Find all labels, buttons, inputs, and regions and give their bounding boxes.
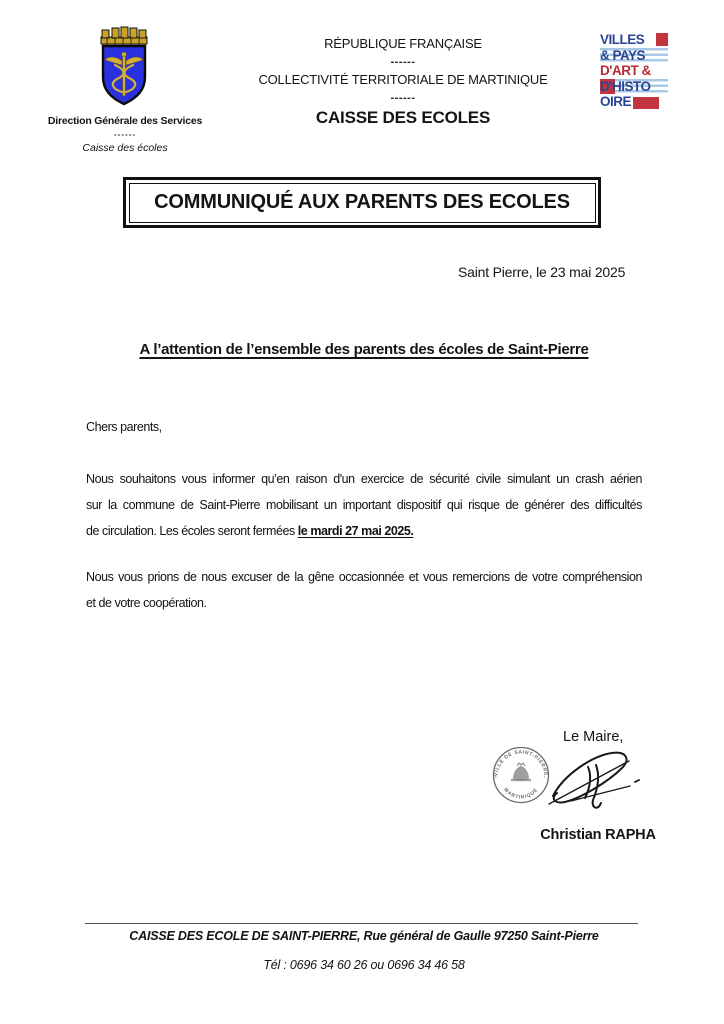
paragraph-line: et de votre coopération. bbox=[86, 596, 207, 610]
page-title: COMMUNIQUÉ AUX PARENTS DES ECOLES bbox=[129, 183, 596, 223]
stamp-bottom-text: MARTINIQUE bbox=[502, 786, 540, 801]
paragraph-line: Nous vous prions de nous excuser de la gêne occasionnée et vous remercions de votre compréhension bbox=[86, 570, 642, 584]
logo-line: VILLES bbox=[600, 32, 668, 48]
logo-line: D'ART & bbox=[600, 63, 651, 78]
stamp-top-text: VILLE DE SAINT-PIERRE bbox=[493, 749, 549, 777]
letterhead bbox=[203, 36, 603, 128]
letter-body bbox=[86, 414, 642, 616]
subject-line: A l’attention de l’ensemble des parents des écoles de Saint-Pierre bbox=[139, 341, 589, 358]
logo-line: & PAYS bbox=[600, 48, 668, 64]
coat-of-arms-icon bbox=[93, 19, 155, 107]
letterhead-collectivity: COLLECTIVITÉ TERRITORIALE DE MARTINIQUE bbox=[258, 72, 548, 87]
sender-service: Caisse des écoles bbox=[82, 142, 168, 154]
paragraph bbox=[86, 466, 642, 544]
separator-dashes: ------ bbox=[390, 56, 416, 68]
dateline: Saint Pierre, le 23 mai 2025 bbox=[458, 264, 626, 280]
heritage-label-logo bbox=[600, 32, 668, 113]
paragraph-line: sur la commune de Saint-Pierre mobilisant un important dispositif qui risque de générer des difficultés bbox=[86, 498, 642, 512]
stamp-crest-icon bbox=[511, 763, 531, 781]
footer-address: CAISSE DES ECOLE DE SAINT-PIERRE, Rue général de Gaulle 97250 Saint-Pierre bbox=[129, 929, 599, 943]
signer-title: Le Maire, bbox=[563, 729, 624, 745]
sender-block bbox=[30, 115, 220, 154]
logo-line: D'HISTO bbox=[600, 79, 668, 95]
separator-dashes: ------ bbox=[114, 130, 136, 139]
salutation: Chers parents, bbox=[86, 420, 162, 434]
svg-text:*: * bbox=[543, 775, 546, 780]
letterhead-organization: CAISSE DES ECOLES bbox=[315, 108, 491, 127]
footer-phone: Tél : 0696 34 60 26 ou 0696 34 46 58 bbox=[263, 958, 465, 972]
letterhead-republic: RÉPUBLIQUE FRANÇAISE bbox=[324, 36, 482, 51]
paragraph-line: Nous souhaitons vous informer qu’en raison d'un exercice de sécurité civile simulant un crash aérien bbox=[86, 472, 642, 486]
closure-date-emphasis: le mardi 27 mai 2025. bbox=[297, 524, 414, 538]
sender-department: Direction Générale des Services bbox=[47, 115, 203, 127]
logo-red-block bbox=[656, 33, 668, 46]
handwritten-signature-icon bbox=[540, 738, 645, 818]
paragraph-line: de circulation. Les écoles seront fermées le mardi 27 mai 2025. bbox=[86, 524, 414, 538]
footer-divider bbox=[85, 923, 638, 924]
separator-dashes: ------ bbox=[390, 92, 416, 104]
logo-red-block bbox=[633, 97, 659, 109]
signer-name: Christian RAPHA bbox=[540, 827, 656, 843]
paragraph bbox=[86, 564, 642, 616]
title-banner bbox=[123, 177, 601, 228]
svg-text:*: * bbox=[495, 775, 497, 780]
logo-line: OIRE bbox=[600, 94, 668, 110]
